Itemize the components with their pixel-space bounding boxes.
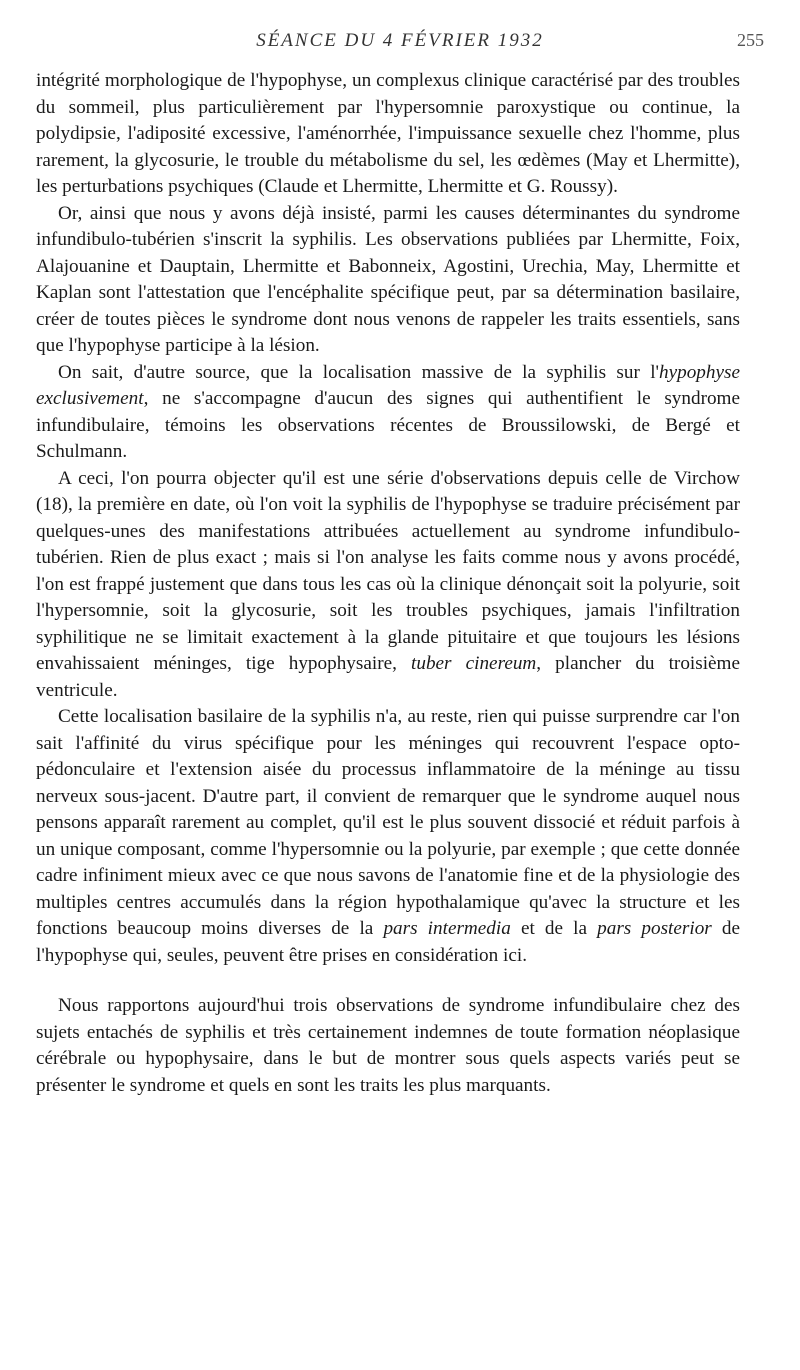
text-segment: et de la — [510, 918, 598, 939]
text-segment: , plancher du troisième ventricule. — [36, 653, 741, 701]
italic-term: tuber cinereum — [411, 653, 537, 674]
italic-term: pars posterior — [597, 918, 712, 939]
text-segment: Cette localisation basilaire de la syphilis n'a, au reste, rien qui puisse surprendre car l'on sait l'affinité du virus spécifique pour les méninges qui recouvrent l'espace opto-pédonculaire et l'extension aisée du processus inflammatoire de la méninge au tissu nerveux sous-jacent. D'autre part, il convient de remarquer que le syndrome auquel nous pensons apparaît rarement au complet, qu'il est le plus souvent dissocié et réduit parfois à un unique composant, comme l'hypersomnie ou la polyurie, par exemple ; que cette donnée cadre infiniment mieux avec ce que nous savons de l'anatomie fine et de la physiologie des multiples centres accumulés dans la région hypothalamique qu'avec la structure et les fonctions beaucoup moins diverses de la — [36, 706, 740, 939]
text-segment: On sait, d'autre source, que la localisation massive de la syphilis sur l' — [58, 361, 659, 383]
body-text — [36, 68, 740, 1099]
text-segment: de l'hypophyse qui, seules, peuvent être prises en considération ici. — [36, 918, 740, 966]
italic-term: pars intermedia — [383, 918, 511, 939]
text-segment: , ne s'accompagne d'aucun des signes qui authentifient le syndrome infundibulaire, témoins les observations récentes de Broussilowski, de Bergé et Schulmann. — [36, 388, 740, 462]
paragraph-6 — [36, 993, 740, 1099]
paragraph-1 — [36, 68, 740, 201]
text-segment: Or, ainsi que nous y avons déjà insisté, parmi les causes déterminantes du syndrome infundibulo-tubérien s'inscrit la syphilis. Les observations publiées par Lhermitte, Foix, Alajouanine et Dauptain, Lhermitte et Babonneix, Agostini, Urechia, May, Lhermitte et Kaplan sont l'attestation que l'encéphalite spécifique peut, par sa détermination basilaire, créer de toutes pièces le syndrome dont nous venons de rappeler les traits essentiels, sans que l'hypophyse participe à la lésion. — [36, 202, 740, 356]
page-number: 255 — [737, 30, 764, 50]
paragraph-5 — [36, 704, 740, 969]
paragraph-2 — [36, 201, 740, 360]
italic-term: hypophyse exclusivement — [36, 361, 740, 409]
text-segment: A ceci, l'on pourra objecter qu'il est une série d'observations depuis celle de Virchow (18), la première en date, où l'on voit la syphilis de l'hypophyse se traduire précisément par quelques-unes des manifestations attribuées actuellement au syndrome infundibulo-tubérien. Rien de plus exact ; mais si l'on analyse les faits comme nous y avons procédé, l'on est frappé justement que dans tous les cas où la clinique dénonçait soit la polyurie, soit l'hypersomnie, soit la glycosurie, soit les troubles psychiques, jamais l'infiltration syphilitique ne se limitait exactement à la glande pituitaire et que toujours les lésions envahissaient méninges, tige hypophysaire, — [36, 467, 740, 674]
text-segment: Nous rapportons aujourd'hui trois observations de syndrome infundibulaire chez des sujets entachés de syphilis et très certainement indemnes de toute formation néoplasique cérébrale ou hypophysaire, dans le but de montrer sous quels aspects variés peut se présenter le syndrome et quels en sont les traits les plus marquants. — [36, 995, 740, 1096]
page-header — [0, 30, 800, 60]
paragraph-4 — [36, 466, 740, 705]
paragraph-3 — [36, 360, 740, 466]
running-title: SÉANCE DU 4 FÉVRIER 1932 — [256, 30, 544, 51]
text-segment: intégrité morphologique de l'hypophyse, un complexus clinique caractérisé par des troubles du sommeil, plus particulièrement par l'hypersomnie paroxystique ou continue, la polydipsie, l'adiposité excessive, l'aménorrhée, l'impuissance sexuelle chez l'homme, plus rarement, la glycosurie, le trouble du métabolisme du sel, les œdèmes (May et Lhermitte), les perturbations psychiques (Claude et Lhermitte, Lhermitte et G. Roussy). — [36, 70, 740, 197]
